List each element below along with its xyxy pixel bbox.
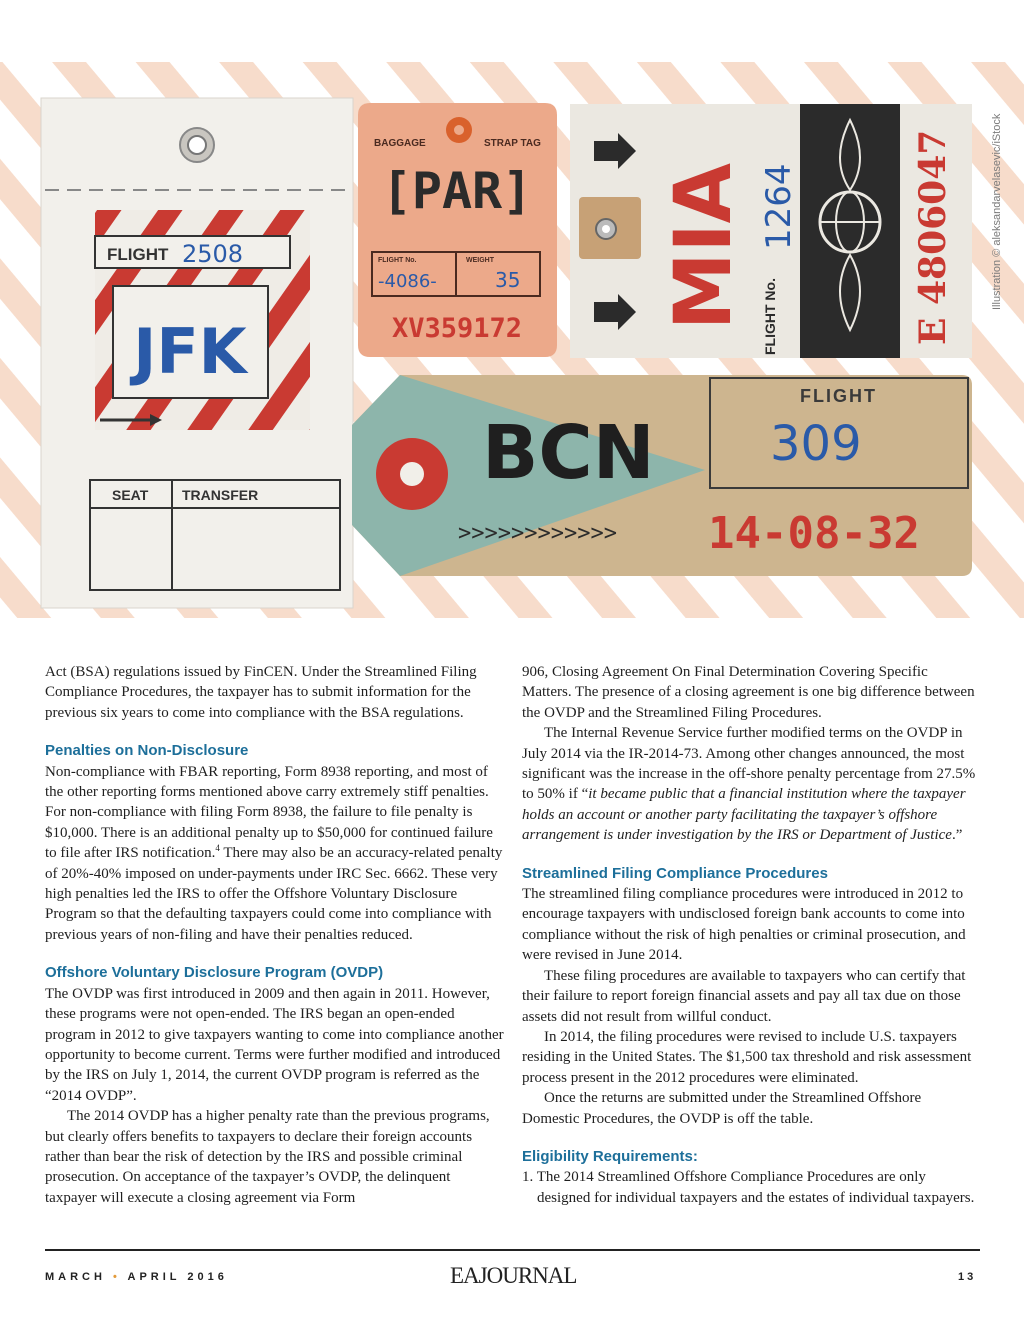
par-code: [PAR] xyxy=(381,162,533,220)
par-label-strap: STRAP TAG xyxy=(484,138,541,149)
mia-flight-label: FLIGHT No. xyxy=(762,278,778,355)
bcn-arrows: >>>>>>>>>>>> xyxy=(458,521,617,546)
mia-serial: E 4806047 xyxy=(912,129,954,345)
tag-jfk xyxy=(41,98,353,608)
bcn-code: BCN xyxy=(482,410,655,496)
right-paragraph-5: In 2014, the filing procedures were revised to include U.S. taxpayers residing in the United States. The $1,500 tax threshold and risk assessment process present in the 2012 procedures were eliminated. xyxy=(522,1028,972,1086)
bcn-flight-label: FLIGHT xyxy=(800,386,877,406)
heading-penalties: Penalties on Non-Disclosure xyxy=(45,742,249,760)
heading-ovdp: Offshore Voluntary Disclosure Program (OVDP) xyxy=(45,964,384,982)
left-paragraph-2a: Non-compliance with FBAR reporting, Form 8938 reporting, and most of the other reporting forms mentioned above carry extremely stiff penalties. For non-compliance with filing Form 8938, the failure to file penalty is $10,000. There is an additional penalty up to $50,000 for continued failure to file after IRS notification. xyxy=(45,763,493,862)
mia-flight-number: 1264 xyxy=(759,163,799,250)
bcn-flight-number: 309 xyxy=(770,416,862,472)
left-paragraph-3: The OVDP was first introduced in 2009 and then again in 2011. However, these programs were not open-ended. The IRS began an open-ended program in 2012 to give taxpayers wanting to come into compliance another opportunity to become current. Terms were further modified and introduced by the IRS on July 1, 2014, the current OVDP program is referred as the “2014 OVDP”. xyxy=(45,985,504,1104)
issue-date xyxy=(45,1271,228,1283)
par-weight-label: WEIGHT xyxy=(466,257,494,264)
right-paragraph-1: 906, Closing Agreement On Final Determination Covering Specific Matters. The presence of a closing agreement is one big difference between the OVDP and the Streamlined Filing Procedures. xyxy=(522,664,975,721)
par-flight-no-label: FLIGHT No. xyxy=(378,257,417,264)
tag-mia xyxy=(570,104,972,358)
mia-code: MIA xyxy=(659,162,749,330)
par-label-baggage: BAGGAGE xyxy=(374,138,426,149)
left-column xyxy=(45,662,505,1208)
jfk-flight-number: 2508 xyxy=(182,240,244,268)
right-paragraph-2b: .” xyxy=(951,827,963,844)
right-paragraph-2a: The Internal Revenue Service further modified terms on the OVDP in July 2014 via the IR-2014-73. Among other changes announced, the most significant was the increase in the off-shore penalty percentage from 27.5% to 50% if “ xyxy=(522,725,976,803)
luggage-tags-illustration xyxy=(0,0,1024,630)
heading-streamlined: Streamlined Filing Compliance Procedures xyxy=(522,864,828,882)
page-number: 13 xyxy=(958,1271,977,1283)
eligibility-list-item-1: 1. The 2014 Streamlined Offshore Compliance Procedures are only designed for individual taxpayers and the estates of individual taxpayers. xyxy=(522,1169,975,1206)
tag-bcn xyxy=(352,375,972,576)
jfk-transfer-label: TRANSFER xyxy=(182,487,259,503)
par-weight: 35 xyxy=(495,268,521,292)
left-paragraph-2b: There may also be an accuracy-related penalty of 20%-40% imposed on under-payments under IRC Sec. 6662. These very high penalties led the IRS to offer the Offshore Voluntary Disclosure Program so that the defaulting taxpayers could come into compliance with previous years of non-filing and have their penalties reduced. xyxy=(45,845,503,943)
footnote-ref[interactable]: 4 xyxy=(215,843,220,854)
tag-par xyxy=(358,103,557,357)
right-paragraph-2 xyxy=(522,723,980,845)
left-paragraph-4: The 2014 OVDP has a higher penalty rate than the previous programs, but clearly offers benefits to taxpayers to declare their foreign accounts rather than bear the risk of detection by the IRS and possible criminal prosecution. On acceptance of the taxpayer’s OVDP, the delinquent taxpayer will execute a closing agreement via Form xyxy=(45,1108,490,1206)
right-paragraph-2-quote: it became public that a financial institution where the taxpayer holds an account or another party facilitating the taxpayer’s offshore arrangement is under investigation by the IRS or Department of Justice xyxy=(522,786,966,844)
jfk-seat-label: SEAT xyxy=(112,487,149,503)
right-paragraph-4: These filing procedures are available to taxpayers who can certify that their failure to report foreign financial assets and pay all tax due on those assets did not result from willful conduct. xyxy=(522,967,966,1025)
heading-eligibility: Eligibility Requirements: xyxy=(522,1147,698,1165)
illustration-credit-text: Illustration © aleksandarvelasevic/iStock xyxy=(991,113,1003,310)
footer-rule xyxy=(45,1249,980,1251)
left-paragraph-2 xyxy=(45,762,505,946)
jfk-flight-label: FLIGHT xyxy=(107,245,169,264)
bcn-date: 14-08-32 xyxy=(708,508,920,559)
ea-journal-logo: EAJOURNAL xyxy=(450,1263,577,1288)
jfk-code: JFK xyxy=(133,315,247,388)
right-paragraph-6: Once the returns are submitted under the Streamlined Offshore Domestic Procedures, the OVDP is off the table. xyxy=(522,1090,922,1127)
issue-month-a: MARCH xyxy=(45,1271,106,1283)
issue-month-b: APRIL 2016 xyxy=(127,1271,228,1283)
right-paragraph-3: The streamlined filing compliance procedures were introduced in 2012 to encourage taxpayers with undisclosed foreign bank accounts to come into compliance without the risk of high penalties or criminal prosecution, and were revised in June 2014. xyxy=(522,886,966,964)
right-column xyxy=(522,662,980,1208)
par-serial: XV359172 xyxy=(391,313,523,344)
par-flight-no: -4086- xyxy=(378,271,437,292)
left-paragraph-1: Act (BSA) regulations issued by FinCEN. Under the Streamlined Filing Compliance Procedures, the taxpayer has to submit information for the previous six years to come into compliance with the BSA regulations. xyxy=(45,664,477,721)
issue-bullet: • xyxy=(113,1271,121,1283)
illustration-credit xyxy=(975,105,1003,325)
